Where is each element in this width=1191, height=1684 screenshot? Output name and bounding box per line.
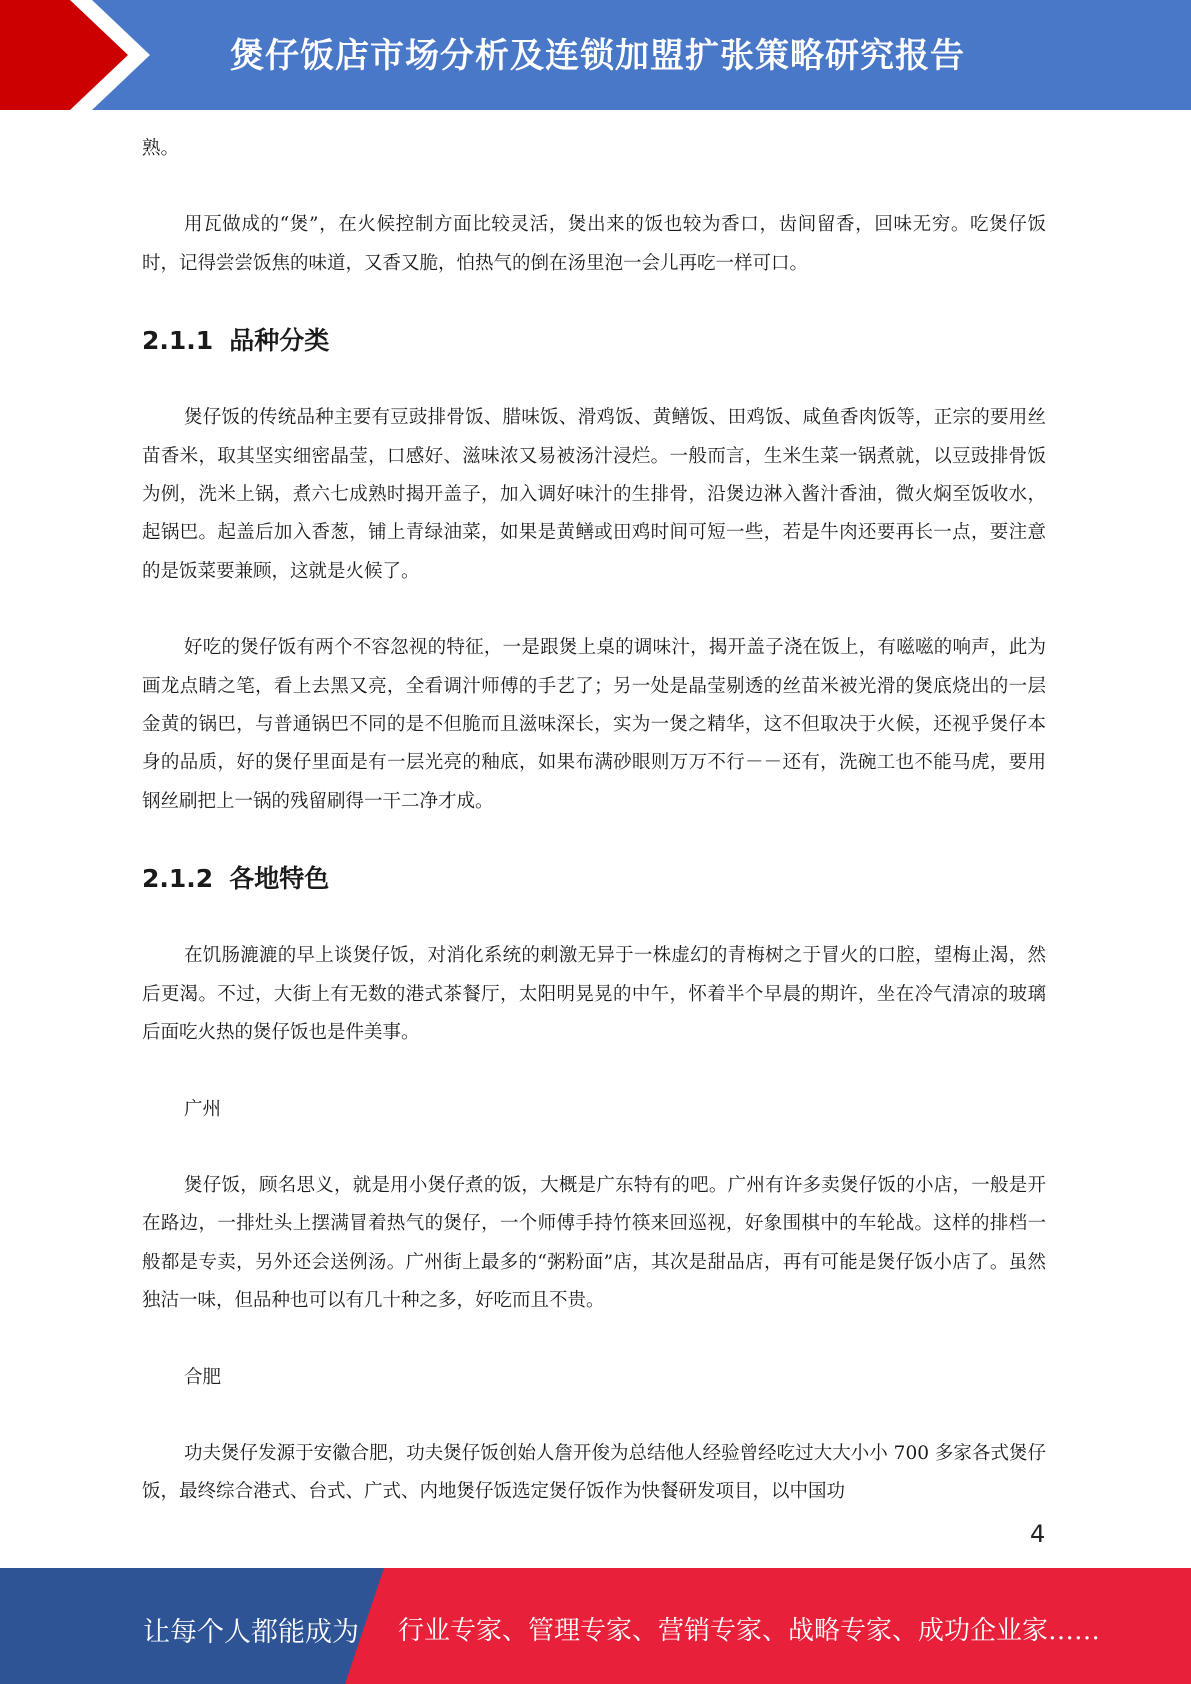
subheading-hefei: 合肥 (184, 1366, 222, 1388)
section-title: 各地特色 (229, 864, 330, 894)
paragraph: 熟。 (142, 138, 180, 159)
page-header (0, 0, 1191, 110)
paragraph: 煲仔饭的传统品种主要有豆豉排骨饭、腊味饭、滑鸡饭、黄鳝饭、田鸡饭、咸鱼香肉饭等，正宗的要用丝苗香米，取其坚实细密晶莹，口感好、滋味浓又易被汤汁浸烂。一般而言，生米生菜一锅煮就，以豆豉排骨饭为例，洗米上锅，煮六七成熟时揭开盖子，加入调好味汁的生排骨，沿煲边淋入酱汁香油，微火焖至饭收水，起锅巴。起盖后加入香葱，铺上青绿油菜，如果是黄鳝或田鸡时间可短一些，若是牛肉还要再长一点，要注意的是饭菜要兼顾，这就是火候了。 (142, 407, 1046, 582)
section-number: 2.1.1 (142, 326, 214, 356)
report-title: 煲仔饭店市场分析及连锁加盟扩张策略研究报告 (230, 36, 965, 76)
section-heading-2-1-1 (142, 321, 1046, 361)
page-footer (0, 1568, 1191, 1684)
section-number: 2.1.2 (142, 864, 214, 894)
footer-slogan-right: 行业专家、管理专家、营销专家、战略专家、成功企业家…… (398, 1616, 1101, 1646)
section-heading-2-1-2 (142, 859, 1046, 899)
paragraph: 煲仔饭，顾名思义，就是用小煲仔煮的饭，大概是广东特有的吧。广州有许多卖煲仔饭的小店，一般是开在路边，一排灶头上摆满冒着热气的煲仔，一个师傅手持竹筷来回巡视，好象围棋中的车轮战。这样的排档一般都是专卖，另外还会送例汤。广州街上最多的“粥粉面”店，其次是甜品店，再有可能是煲仔饭小店了。虽然独沽一味，但品种也可以有几十种之多，好吃而且不贵。 (142, 1174, 1046, 1312)
section-title: 品种分类 (229, 326, 330, 356)
page-content (142, 130, 1046, 1550)
paragraph: 好吃的煲仔饭有两个不容忽视的特征，一是跟煲上桌的调味汁，揭开盖子浇在饭上，有嗞嗞的响声，此为画龙点睛之笔，看上去黑又亮，全看调汁师傅的手艺了；另一处是晶莹剔透的丝苗米被光滑的煲底烧出的一层金黄的锅巴，与普通锅巴不同的是不但脆而且滋味深长，实为一煲之精华，这不但取决于火候，还视乎煲仔本身的品质，好的煲仔里面是有一层光亮的釉底，如果布满砂眼则万万不行－－还有，洗碗工也不能马虎，要用钢丝刷把上一锅的残留刷得一干二净才成。 (142, 637, 1046, 812)
paragraph: 功夫煲仔发源于安徽合肥，功夫煲仔饭创始人詹开俊为总结他人经验曾经吃过大大小小 700 多家各式煲仔饭，最终综合港式、台式、广式、内地煲仔饭选定煲仔饭作为快餐研发项目，以中国功 (142, 1442, 1046, 1503)
paragraph: 在饥肠漉漉的早上谈煲仔饭，对消化系统的刺激无异于一株虚幻的青梅树之于冒火的口腔，望梅止渴，然后更渴。不过，大街上有无数的港式茶餐厅，太阳明晃晃的中午，怀着半个早晨的期许，坐在冷气清凉的玻璃后面吃火热的煲仔饭也是件美事。 (142, 945, 1046, 1044)
page-number: 4 (1030, 1520, 1046, 1548)
paragraph: 用瓦做成的“煲”，在火候控制方面比较灵活，煲出来的饭也较为香口，齿间留香，回味无穷。吃煲仔饭时，记得尝尝饭焦的味道，又香又脆，怕热气的倒在汤里泡一会儿再吃一样可口。 (142, 214, 1046, 274)
subheading-guangzhou: 广州 (184, 1098, 222, 1120)
footer-slogan-left: 让每个人都能成为 (143, 1617, 359, 1648)
